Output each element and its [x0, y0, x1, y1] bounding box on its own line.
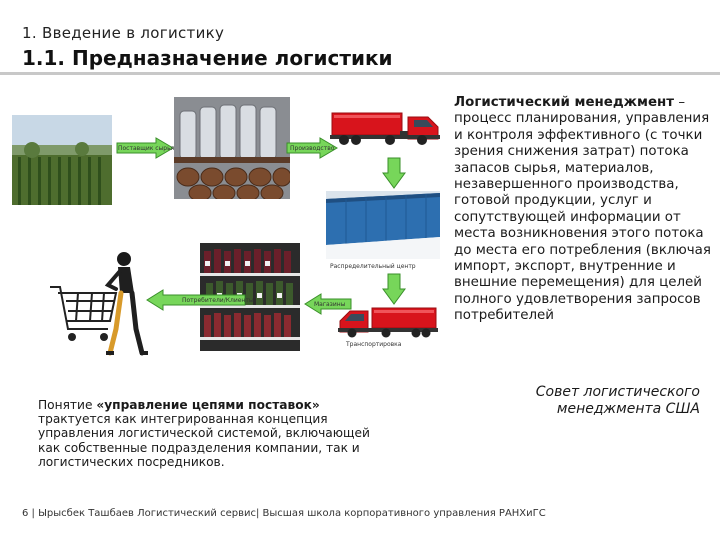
- definition-source: Совет логистического менеджмента США: [535, 384, 700, 417]
- factory-image: [174, 97, 290, 199]
- warehouse-photo: [326, 191, 440, 259]
- truck-icon: [338, 305, 438, 339]
- scm-note-prefix: Понятие: [38, 398, 97, 412]
- field-image: [12, 115, 112, 205]
- label-production: Производство: [290, 145, 335, 152]
- label-retail: Магазины: [314, 301, 346, 308]
- truck-icon: [330, 109, 442, 147]
- label-raw-supplier: Поставщик сырья: [118, 145, 175, 152]
- shopper-with-cart-image: [44, 245, 154, 365]
- field-photo: [12, 115, 112, 205]
- factory-photo: [174, 97, 290, 199]
- label-distribution-center: Распределительный центр: [330, 263, 416, 270]
- warehouse-image: [326, 191, 440, 259]
- title-underline: [0, 72, 720, 75]
- section-label: 1. Введение в логистику: [22, 24, 225, 42]
- flow-arrow-down: [382, 157, 406, 189]
- label-transportation: Транспортировка: [346, 341, 402, 348]
- scm-note: [38, 398, 378, 469]
- flow-arrow-down: [382, 273, 406, 305]
- logistics-management-definition: [454, 95, 712, 325]
- definition-term: Логистический менеджмент: [454, 95, 675, 110]
- label-consumer: Потребители/Клиенты: [182, 297, 254, 304]
- slide-title: 1.1. Предназначение логистики: [22, 46, 393, 70]
- scm-note-term: «управление цепями поставок»: [96, 398, 320, 412]
- definition-text: – процесс планирования, управления и контроля эффективного (с точки зрения снижения затрат) потока запасов сырья, материалов, незавершенного производства, готовой продукции, услуг и сопутствующей информации от места возникновения этого потока до места его потребления (включая импорт, экспорт, внутренние и внешние перемещения) для целей полного удовлетворения запросов потребителей: [454, 95, 711, 324]
- footer: 6 | Ырысбек Ташбаев Логистический сервис| Высшая школа корпоративного управления РАНХиГС: [22, 508, 546, 519]
- logistics-flow-diagram: [8, 95, 448, 370]
- scm-note-text: трактуется как интегрированная концепция управления логистической системой, включающей как собственные подразделения компании, так и логистических посредников.: [38, 412, 370, 469]
